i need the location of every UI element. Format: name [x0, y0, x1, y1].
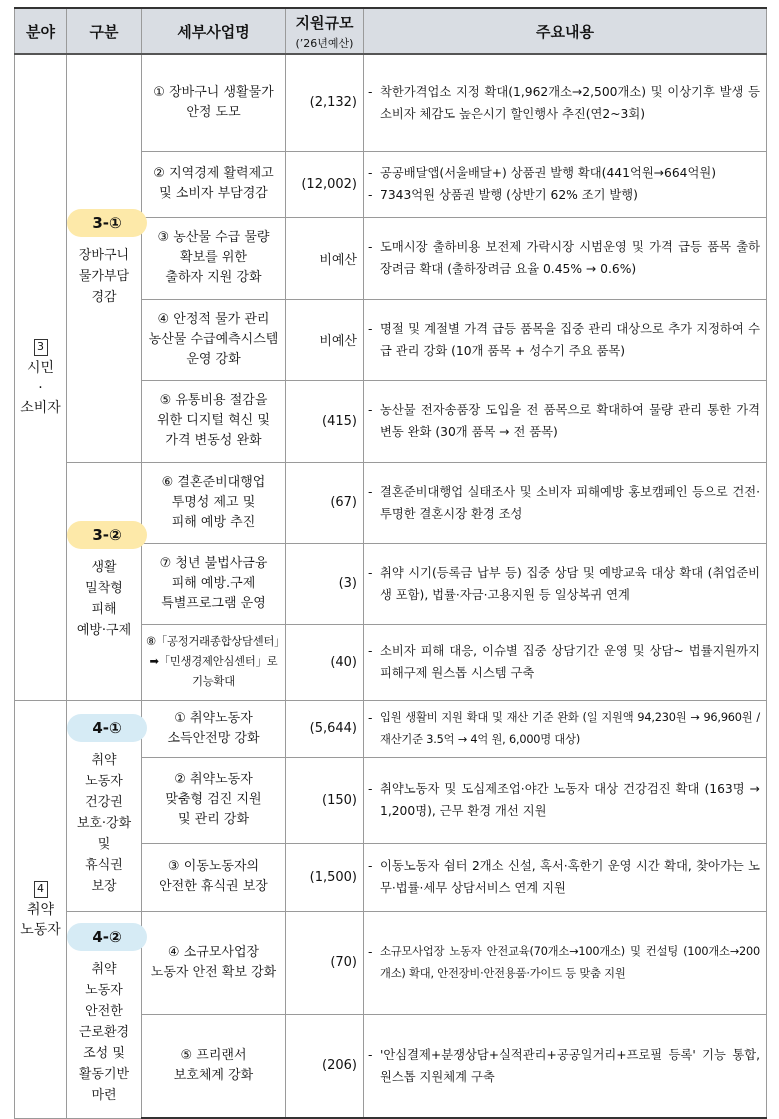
budget-value: (2,132)	[286, 54, 364, 151]
content-text: '안심결제+분쟁상담+실적관리+공공일거리+프로필 등록' 기능 통합, 원스톱 지원체계 구축	[380, 1047, 760, 1084]
project-name-line: ② 취약노동자	[174, 772, 253, 787]
project-name-line: 기능확대	[192, 675, 235, 688]
header-budget-label: 지원규모	[295, 13, 354, 32]
project-name-line: 안정 도모	[186, 104, 241, 120]
content-cell	[364, 757, 767, 843]
section-label-line: 시민	[26, 360, 55, 377]
project-name	[142, 757, 286, 843]
project-name	[142, 543, 286, 624]
content-text: 이동노동자 쉼터 2개소 신설, 혹서·혹한기 운영 시간 확대, 찾아가는 노무·법률·세무 상담서비스 연계 지원	[380, 859, 760, 895]
budget-value: (5,644)	[286, 700, 364, 757]
project-name	[142, 1014, 286, 1118]
group-title-line: 밀착형	[85, 581, 123, 596]
group-title-line: 경감	[91, 289, 117, 305]
group-title-line: 생활	[91, 560, 117, 575]
section-label-line: 취약	[26, 902, 55, 918]
budget-value: (150)	[286, 757, 364, 843]
budget-value: (1,500)	[286, 843, 364, 911]
project-name-line: 특별프로그램 운영	[161, 595, 266, 611]
project-name-line: ③ 이동노동자의	[167, 859, 260, 874]
content-item: - 착한가격업소 지정 확대(1,962개소→2,500개소) 및 이상기후 발생 등 소비자 체감도 높은시기 할인행사 추진(연2~3회)	[368, 81, 760, 125]
group-title-line: 건강권	[85, 795, 123, 810]
group-title-line: 피해	[91, 602, 117, 617]
group-cell	[67, 911, 142, 1118]
content-text: 소규모사업장 노동자 안전교육(70개소→100개소) 및 컨설팅 (100개소→200개소) 확대, 안전장비·안전용품·가이드 등 맞춤 지원	[380, 944, 760, 980]
budget-value: (3)	[286, 543, 364, 624]
project-name-line: 및 관리 강화	[177, 812, 250, 827]
project-name	[142, 700, 286, 757]
project-name-line: 출하자 지원 강화	[165, 270, 262, 285]
project-name-line: 운영 강화	[186, 351, 241, 367]
section-number-box: 4	[34, 881, 48, 898]
content-item: - 소규모사업장 노동자 안전교육(70개소→100개소) 및 컨설팅 (100개소→200개소) 확대, 안전장비·안전용품·가이드 등 맞춤 지원	[368, 941, 760, 985]
content-text: 명절 및 계절별 가격 급등 품목을 집중 관리 대상으로 추가 지정하여 수급 관리 강화 (10개 품목 + 성수기 주요 품목)	[380, 321, 760, 358]
project-name-line: 보호체계 강화	[173, 1067, 254, 1083]
group-title-line: 보호·강화	[76, 816, 132, 831]
group-cell	[67, 700, 142, 911]
budget-value: (206)	[286, 1014, 364, 1118]
project-name-line: ⑥ 결혼준비대행업	[161, 474, 266, 490]
group-badge: 4-②	[67, 923, 147, 951]
budget-value: (40)	[286, 624, 364, 700]
project-name	[142, 217, 286, 299]
group-title-line: 취약	[91, 962, 117, 977]
budget-value: 비예산	[286, 217, 364, 299]
table-header-row	[15, 8, 767, 54]
group-title-line: 노동자	[85, 983, 123, 998]
section-label-line: 소비자	[20, 400, 61, 417]
content-item: - 농산물 전자송품장 도입을 전 품목으로 확대하여 물량 관리 통한 가격 변동 완화 (30개 품목 → 전 품목)	[368, 399, 760, 443]
project-name-line: 투명성 제고 및	[171, 494, 256, 510]
header-budget	[286, 8, 364, 54]
budget-value: (12,002)	[286, 151, 364, 217]
section-label-line: ·	[38, 380, 43, 397]
section-cell	[15, 54, 67, 700]
content-cell	[364, 624, 767, 700]
content-item: - 도매시장 출하비용 보전제 가락시장 시범운영 및 가격 급등 품목 출하 장려금 확대 (출하장려금 요율 0.45% → 0.6%)	[368, 236, 760, 280]
content-text: 입원 생활비 지원 확대 및 재산 기준 완화 (일 지원액 94,230원 → 96,960원 / 재산기준 3.5억 → 4억 원, 6,000명 대상)	[380, 710, 760, 746]
header-content: 주요내용	[364, 8, 767, 54]
project-name	[142, 462, 286, 543]
project-name-line: 농산물 수급예측시스템	[148, 331, 279, 347]
project-name	[142, 843, 286, 911]
content-cell	[364, 1014, 767, 1118]
table-row	[15, 700, 767, 757]
project-name-line: ⑧「공정거래종합상담센터」	[146, 635, 286, 648]
project-name-line: ④ 소규모사업장	[167, 944, 260, 960]
budget-value: (70)	[286, 911, 364, 1014]
project-name-line: 소득안전망 강화	[167, 730, 260, 746]
content-item: - 공공배달앱(서울배달+) 상품권 발행 확대(441억원→664억원)	[368, 162, 760, 184]
header-project: 세부사업명	[142, 8, 286, 54]
project-name	[142, 380, 286, 462]
project-name-line: 및 소비자 부담경감	[159, 186, 268, 201]
project-name-line: 안전한 휴식권 보장	[159, 879, 268, 894]
header-budget-sub: (’26년예산)	[295, 36, 354, 50]
content-cell	[364, 700, 767, 757]
project-name-line: ③ 농산물 수급 물량	[157, 230, 270, 245]
project-name-line: ① 장바구니 생활물가	[153, 84, 274, 100]
section-number-box: 3	[34, 339, 48, 356]
group-title-line: 근로환경	[78, 1025, 130, 1040]
content-text: 도매시장 출하비용 보전제 가락시장 시범운영 및 가격 급등 품목 출하 장려금 확대 (출하장려금 요율 0.45% → 0.6%)	[380, 240, 760, 276]
project-name-line: ⑤ 프리랜서	[180, 1047, 247, 1063]
project-name-line: ② 지역경제 활력제고	[153, 166, 274, 181]
project-name-line: 확보를 위한	[180, 250, 247, 265]
budget-value: (415)	[286, 380, 364, 462]
project-name-line: 피해 예방.구제	[171, 575, 256, 591]
table-row	[15, 54, 767, 151]
content-cell	[364, 911, 767, 1014]
content-item: - 결혼준비대행업 실태조사 및 소비자 피해예방 홍보캠페인 등으로 건전·투명한 결혼시장 환경 조성	[368, 481, 760, 525]
project-name-line: ① 취약노동자	[174, 710, 253, 726]
budget-value: 비예산	[286, 299, 364, 380]
group-title-line: 노동자	[85, 774, 123, 789]
project-name-line: 맞춤형 검진 지원	[165, 792, 262, 807]
group-title-line: 안전한	[85, 1004, 123, 1019]
content-text: 결혼준비대행업 실태조사 및 소비자 피해예방 홍보캠페인 등으로 건전·투명한 결혼시장 환경 조성	[380, 484, 760, 521]
header-division: 구분	[67, 8, 142, 54]
group-title-line: 활동기반	[78, 1067, 130, 1082]
section-cell	[15, 700, 67, 1118]
project-name	[142, 151, 286, 217]
content-cell	[364, 217, 767, 299]
project-name-line: 위한 디지털 혁신 및	[157, 413, 270, 428]
budget-value: (67)	[286, 462, 364, 543]
project-name	[142, 299, 286, 380]
content-cell	[364, 843, 767, 911]
table-row	[15, 911, 767, 1014]
group-badge: 3-①	[67, 209, 147, 237]
content-item: - 입원 생활비 지원 확대 및 재산 기준 완화 (일 지원액 94,230원 → 96,960원 / 재산기준 3.5억 → 4억 원, 6,000명 대상)	[368, 707, 760, 751]
group-badge: 4-①	[67, 714, 147, 742]
content-cell	[364, 543, 767, 624]
content-text: 취약노동자 및 도심제조업·야간 노동자 대상 건강검진 확대 (163명 → 1,200명), 근무 환경 개선 지원	[380, 782, 760, 818]
header-category: 분야	[15, 8, 67, 54]
group-title-line: 물가부담	[78, 268, 130, 284]
budget-table	[14, 7, 767, 1119]
project-name-line: 피해 예방 추진	[171, 514, 256, 530]
group-title-line: 예방·구제	[76, 623, 132, 638]
content-text: 7343억원 상품권 발행 (상반기 62% 조기 발행)	[380, 188, 638, 202]
project-name-line: 노동자 안전 확보 강화	[150, 964, 277, 980]
group-cell	[67, 462, 142, 700]
content-item: - '안심결제+분쟁상담+실적관리+공공일거리+프로필 등록' 기능 통합, 원스톱 지원체계 구축	[368, 1044, 760, 1088]
project-name-line: ④ 안정적 물가 관리	[157, 311, 270, 327]
section-label-line: 노동자	[20, 922, 61, 938]
content-cell	[364, 380, 767, 462]
group-title-line: 장바구니	[78, 247, 130, 263]
content-text: 취약 시기(등록금 납부 등) 집중 상담 및 예방교육 대상 확대 (취업준비생 포함), 법률·자금·고용지원 등 일상복귀 연계	[380, 565, 760, 602]
content-item: - 취약 시기(등록금 납부 등) 집중 상담 및 예방교육 대상 확대 (취업준비생 포함), 법률·자금·고용지원 등 일상복귀 연계	[368, 562, 760, 606]
group-title-line: 휴식권	[85, 858, 123, 873]
content-item: - 취약노동자 및 도심제조업·야간 노동자 대상 건강검진 확대 (163명 → 1,200명), 근무 환경 개선 지원	[368, 778, 760, 822]
content-text: 공공배달앱(서울배달+) 상품권 발행 확대(441억원→664억원)	[380, 166, 717, 180]
content-cell	[364, 151, 767, 217]
content-item: - 소비자 피해 대응, 이슈별 집중 상담기간 운영 및 상담~ 법률지원까지 피해구제 원스톱 시스템 구축	[368, 640, 760, 684]
project-name-line: ⑦ 청년 불법사금융	[159, 555, 268, 571]
content-cell	[364, 462, 767, 543]
group-badge: 3-②	[67, 521, 147, 549]
project-name	[142, 624, 286, 700]
table-row	[15, 462, 767, 543]
project-name-line: ⑤ 유통비용 절감을	[159, 393, 268, 408]
content-item: - 7343억원 상품권 발행 (상반기 62% 조기 발행)	[368, 184, 760, 206]
content-text: 소비자 피해 대응, 이슈별 집중 상담기간 운영 및 상담~ 법률지원까지 피해구제 원스톱 시스템 구축	[380, 644, 760, 680]
group-cell	[67, 54, 142, 462]
content-cell	[364, 54, 767, 151]
group-title-line: 보장	[91, 879, 117, 894]
group-title-line: 마련	[91, 1088, 117, 1103]
project-name-line: 가격 변동성 완화	[165, 433, 262, 448]
content-item: - 이동노동자 쉼터 2개소 신설, 혹서·혹한기 운영 시간 확대, 찾아가는 노무·법률·세무 상담서비스 연계 지원	[368, 855, 760, 899]
content-text: 농산물 전자송품장 도입을 전 품목으로 확대하여 물량 관리 통한 가격 변동 완화 (30개 품목 → 전 품목)	[380, 403, 760, 439]
content-item: - 명절 및 계절별 가격 급등 품목을 집중 관리 대상으로 추가 지정하여 수급 관리 강화 (10개 품목 + 성수기 주요 품목)	[368, 318, 760, 362]
content-text: 착한가격업소 지정 확대(1,962개소→2,500개소) 및 이상기후 발생 등 소비자 체감도 높은시기 할인행사 추진(연2~3회)	[380, 84, 760, 121]
project-name	[142, 911, 286, 1014]
group-title-line: 취약	[91, 753, 117, 768]
project-name	[142, 54, 286, 151]
group-title-line: 및	[97, 837, 111, 852]
content-cell	[364, 299, 767, 380]
group-title-line: 조성 및	[83, 1046, 125, 1061]
project-name-line: ➡「민생경제안심센터」로	[149, 655, 278, 668]
